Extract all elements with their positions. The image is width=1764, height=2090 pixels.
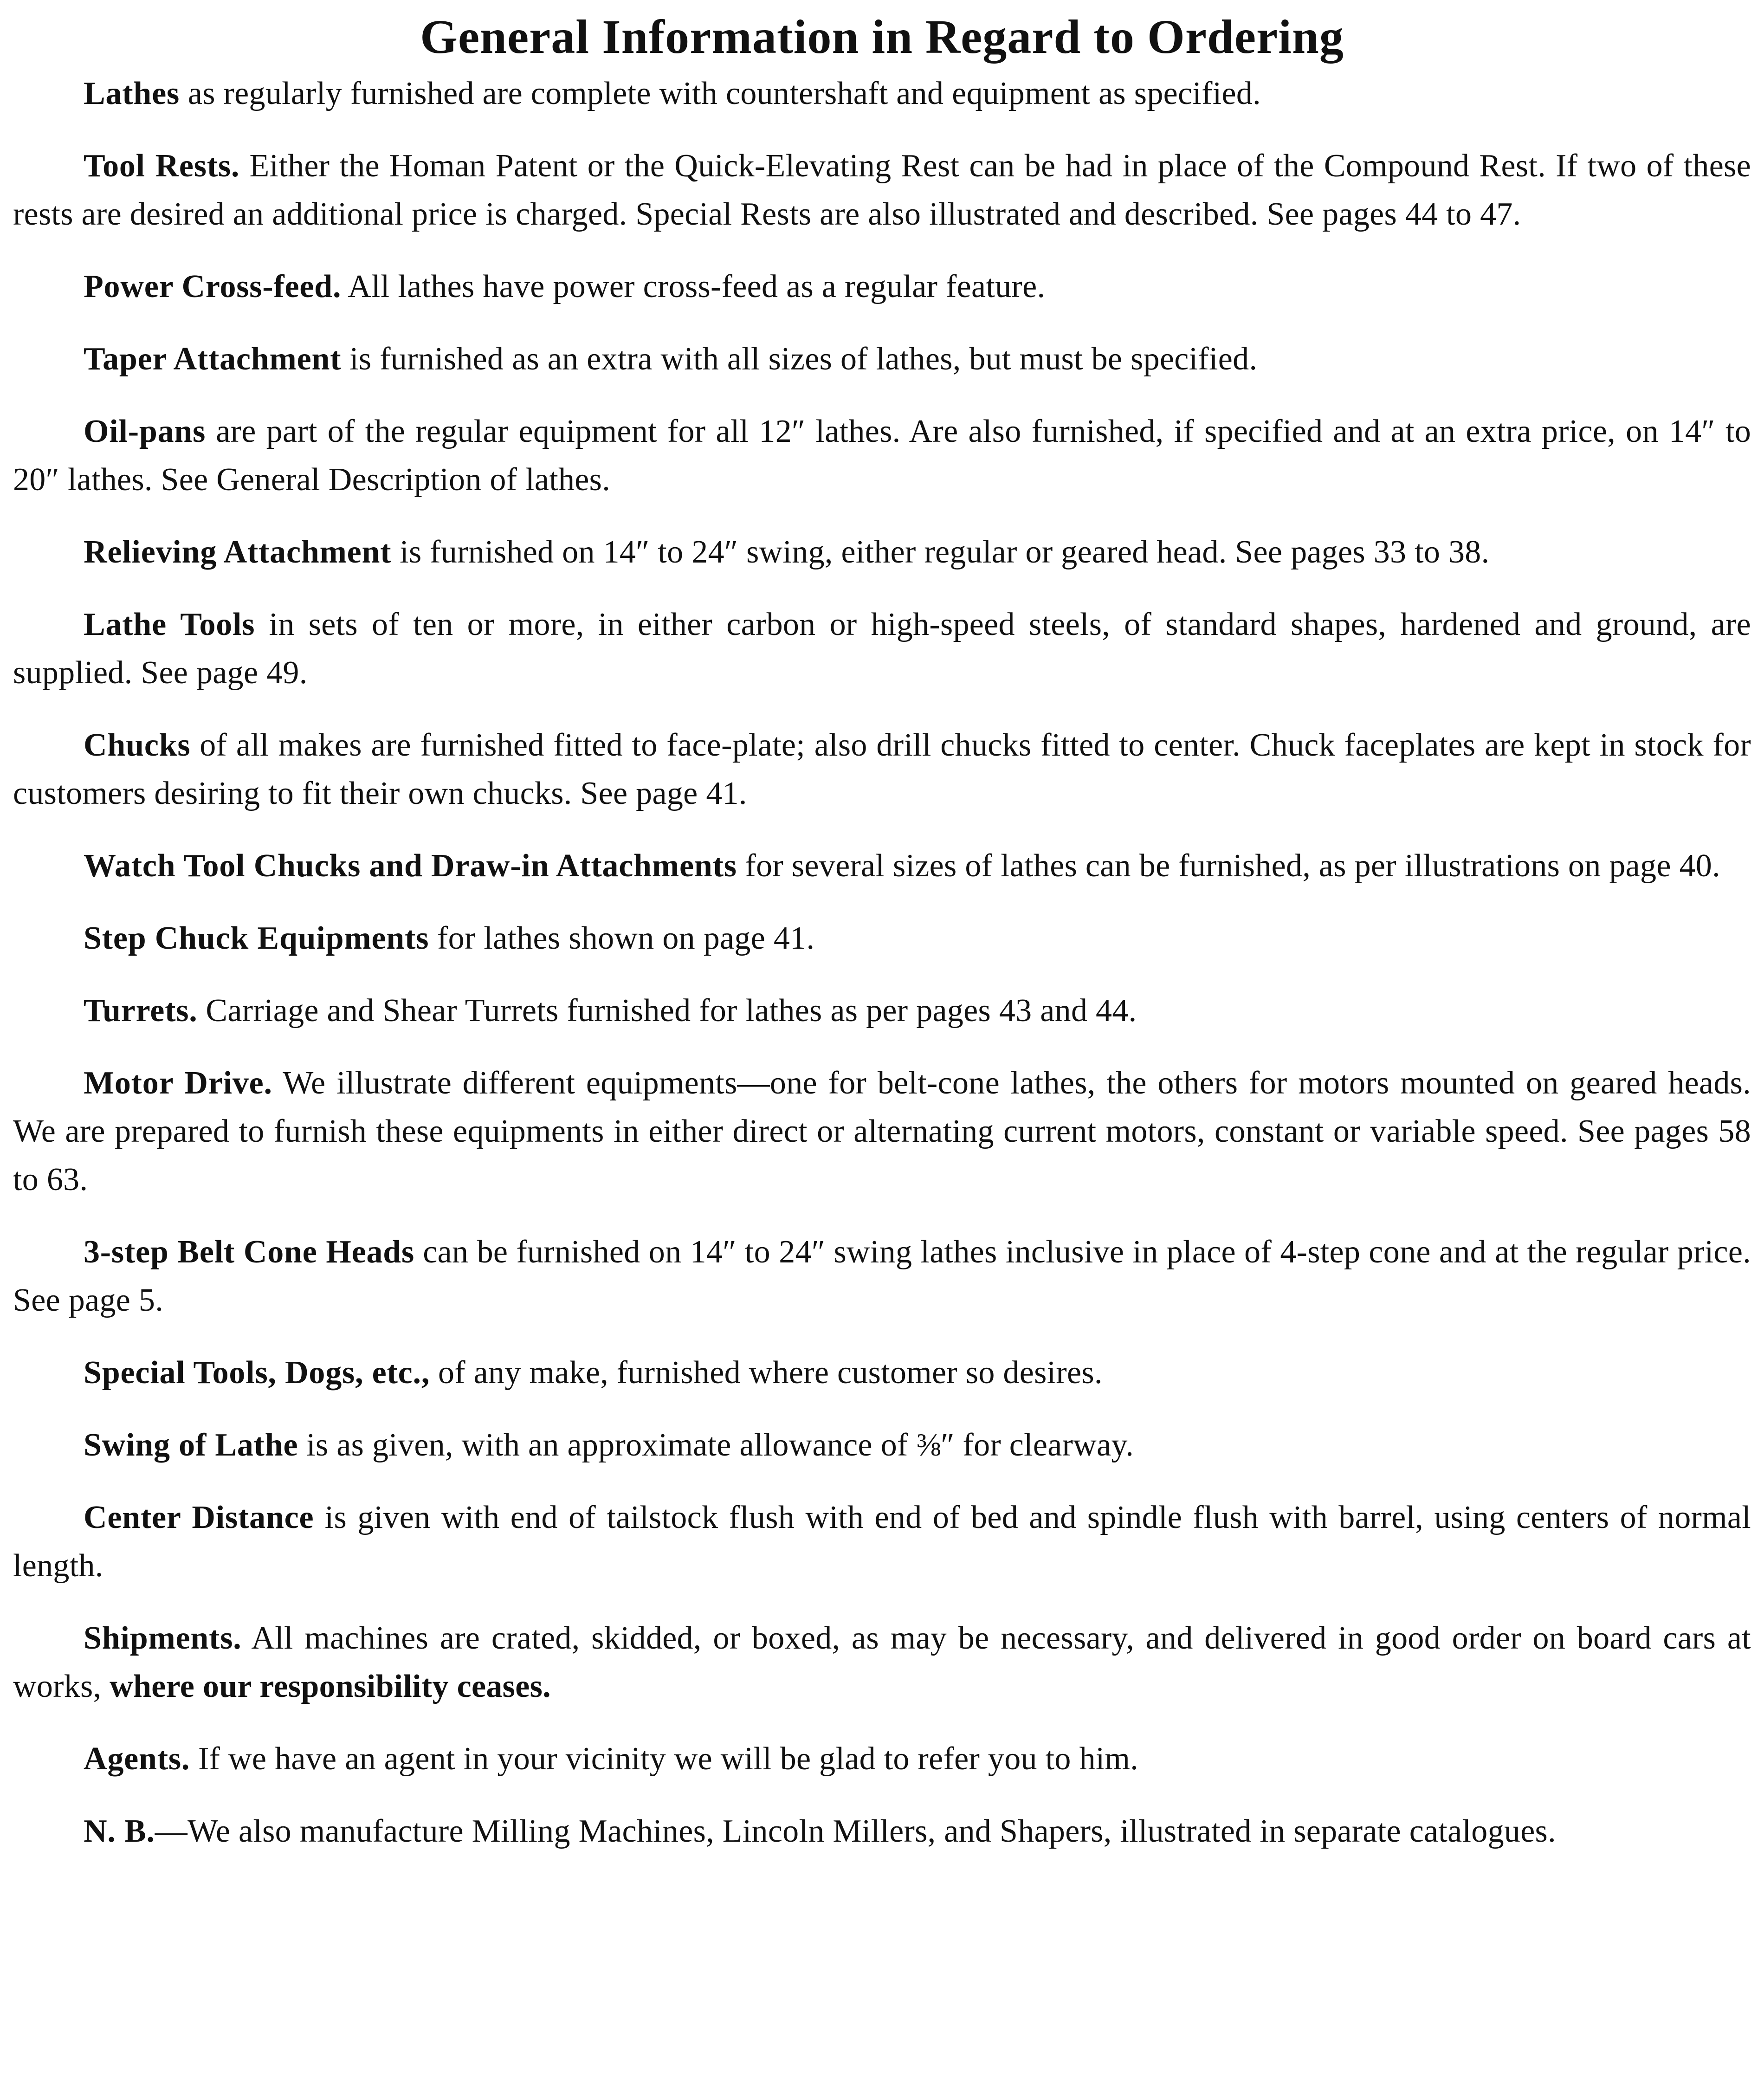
paragraph-watch-tool-chucks [13,842,1751,890]
paragraph-tool-rests [13,142,1751,239]
paragraph-text: is furnished as an extra with all sizes of lathes, but must be specified. [341,341,1258,377]
paragraph-lead: Motor Drive. [84,1065,272,1101]
paragraph-text: for lathes shown on page 41. [429,920,815,956]
paragraph-lead: Power Cross-feed. [84,269,342,304]
paragraph-lead: Special Tools, Dogs, etc., [84,1355,430,1391]
paragraph-taper-attachment [13,335,1751,383]
paragraph-lead: Swing of Lathe [84,1427,298,1463]
paragraph-text: is as given, with an approximate allowance of ⅜″ for clearway. [298,1427,1134,1463]
paragraph-center-distance [13,1494,1751,1590]
paragraph-lead: Chucks [84,727,191,763]
paragraph-lead: Shipments. [84,1620,242,1656]
paragraph-text: are part of the regular equipment for all 12″ lathes. Are also furnished, if specified and at an extra price, on 14″ to 20″ lathes. See General Description of lathes. [13,414,1751,498]
paragraph-agents [13,1735,1751,1783]
paragraph-text: can be furnished on 14″ to 24″ swing lathes inclusive in place of 4-step cone and at the regular price. See page 5. [13,1234,1751,1318]
paragraph-turrets [13,987,1751,1035]
paragraph-lead: Agents. [84,1741,190,1777]
paragraph-emphasis: where our responsibility ceases. [110,1669,551,1704]
paragraph-text: is given with end of tailstock flush with end of bed and spindle flush with barrel, using centers of normal length. [13,1500,1751,1584]
paragraph-belt-cone-heads [13,1228,1751,1325]
paragraph-lathe-tools [13,601,1751,697]
paragraph-lead: Turrets. [84,993,198,1029]
paragraph-lead: Relieving Attachment [84,534,392,570]
paragraph-swing-of-lathe [13,1421,1751,1469]
paragraph-text: All machines are crated, skidded, or boxed, as may be necessary, and delivered in good order on board cars at works, [13,1620,1751,1704]
paragraph-shipments [13,1614,1751,1711]
paragraph-lead: 3-step Belt Cone Heads [84,1234,415,1270]
paragraph-lead: N. B. [84,1813,155,1849]
paragraph-text: If we have an agent in your vicinity we will be glad to refer you to him. [190,1741,1139,1777]
paragraph-lead: Lathe Tools [84,607,255,642]
paragraph-text: in sets of ten or more, in either carbon or high-speed steels, of standard shapes, hardened and ground, are supplied. See page 49. [13,607,1751,691]
paragraph-text: as regularly furnished are complete with countershaft and equipment as specified. [180,76,1261,111]
paragraph-lead: Lathes [84,76,180,111]
paragraph-oil-pans [13,408,1751,504]
paragraph-text: —We also manufacture Milling Machines, Lincoln Millers, and Shapers, illustrated in separate catalogues. [155,1813,1556,1849]
paragraph-text: of all makes are furnished fitted to face-plate; also drill chucks fitted to center. Chuck faceplates are kept in stock for customers desiring to fit their own chucks. See page 41. [13,727,1751,811]
paragraph-text: All lathes have power cross-feed as a regular feature. [341,269,1046,304]
paragraph-lead: Taper Attachment [84,341,342,377]
paragraph-text: for several sizes of lathes can be furnished, as per illustrations on page 40. [737,848,1720,884]
paragraph-motor-drive [13,1059,1751,1204]
page-title: General Information in Regard to Ordering [420,10,1344,64]
paragraph-chucks [13,721,1751,818]
paragraph-lead: Tool Rests. [84,148,240,184]
paragraph-lathes [13,70,1751,118]
paragraph-relieving-attachment [13,528,1751,576]
paragraph-power-cross-feed [13,263,1751,311]
paragraph-special-tools [13,1349,1751,1397]
catalog-page [13,9,1751,2079]
paragraph-lead: Watch Tool Chucks and Draw-in Attachments [84,848,737,884]
paragraph-lead: Step Chuck Equipments [84,920,429,956]
paragraph-text: of any make, furnished where customer so desires. [430,1355,1103,1391]
paragraph-text: We illustrate different equipments—one for belt-cone lathes, the others for motors mounted on geared heads. We are prepared to furnish these equipments in either direct or alternating current motors, constant or variable speed. See pages 58 to 63. [13,1065,1751,1197]
paragraph-lead: Center Distance [84,1500,314,1535]
paragraph-nota-bene [13,1807,1751,1856]
paragraph-lead: Oil-pans [84,414,206,449]
paragraph-text: Either the Homan Patent or the Quick-Elevating Rest can be had in place of the Compound Rest. If two of these rests are desired an additional price is charged. Special Rests are also illustrated and described. See pages 44 to 47. [13,148,1751,232]
paragraph-text: is furnished on 14″ to 24″ swing, either regular or geared head. See pages 33 to 38. [391,534,1490,570]
paragraph-text: Carriage and Shear Turrets furnished for lathes as per pages 43 and 44. [197,993,1137,1029]
paragraph-step-chuck-equipments [13,914,1751,963]
